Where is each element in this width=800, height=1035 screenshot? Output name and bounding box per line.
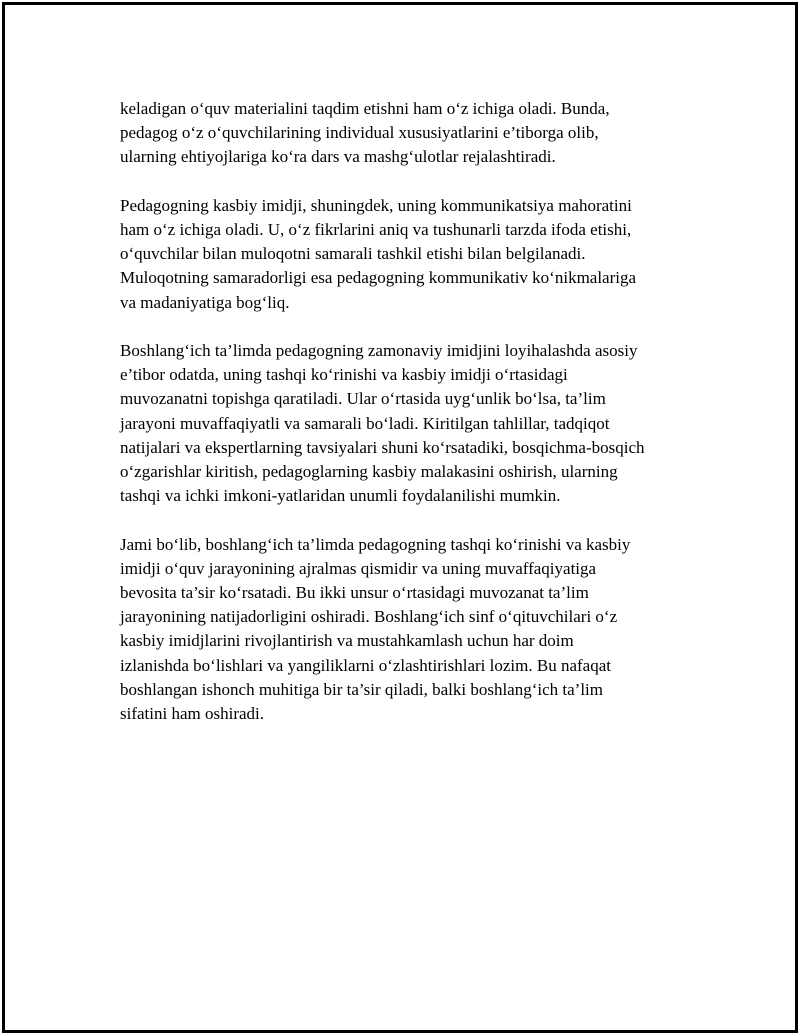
text-line: jarayonining natijadorligini oshiradi. Boshlang‘ich sinf o‘qituvchilari o‘z [120,607,618,627]
text-line: imidji o‘quv jarayonining ajralmas qismidir va uning muvaffaqiyatiga [120,558,597,578]
text-line: o‘quvchilar bilan muloqotni samarali tashkil etishi bilan belgilanadi. [120,244,586,264]
text-line: keladigan o‘quv materialini taqdim etishni ham o‘z ichiga oladi. Bunda, [120,99,610,118]
text-line: Muloqotning samaradorligi esa pedagogning kommunikativ ko‘nikmalariga [120,268,637,288]
text-line: izlanishda bo‘lishlari va yangiliklarni o‘zlashtirishlari lozim. Bu nafaqat [120,655,611,675]
paragraph-1 [120,97,720,170]
text-line: pedagog o‘z o‘quvchilarining individual xususiyatlarini e’tiborga olib, [120,123,599,143]
text-line: bevosita ta’sir ko‘rsatadi. Bu ikki unsur o‘rtasidagi muvozanat ta’lim [120,583,589,603]
document-body [120,97,720,750]
text-line: jarayoni muvaffaqiyatli va samarali bo‘ladi. Kiritilgan tahlillar, tadqiqot [120,413,610,433]
paragraph-4 [120,533,720,727]
text-line: Pedagogning kasbiy imidji, shuningdek, uning kommunikatsiya mahoratini [120,195,632,215]
text-line: ularning ehtiyojlariga ko‘ra dars va mashg‘ulotlar rejalashtiradi. [120,147,556,167]
text-line: ham o‘z ichiga oladi. U, o‘z fikrlarini aniq va tushunarli tarzda ifoda etishi, [120,220,632,239]
text-line: kasbiy imidjlarini rivojlantirish va mustahkamlash uchun har doim [120,631,574,651]
text-line: boshlangan ishonch muhitiga bir ta’sir qiladi, balki boshlang‘ich ta’lim [120,679,603,699]
text-line: o‘zgarishlar kiritish, pedagoglarning kasbiy malakasini oshirish, ularning [120,462,618,482]
document-page [2,2,798,1033]
text-line: Boshlang‘ich ta’limda pedagogning zamonaviy imidjini loyihalashda asosiy [120,341,638,360]
text-line: tashqi va ichki imkoni-yatlaridan unumli foydalanilishi mumkin. [120,486,561,506]
paragraph-3 [120,339,720,508]
text-line: va madaniyatiga bog‘liq. [120,292,290,312]
text-line: e’tibor odatda, uning tashqi ko‘rinishi va kasbiy imidji o‘rtasidagi [120,365,568,385]
paragraph-2 [120,194,720,315]
text-line: Jami bo‘lib, boshlang‘ich ta’limda pedagogning tashqi ko‘rinishi va kasbiy [120,534,631,554]
text-line: natijalari va ekspertlarning tavsiyalari shuni ko‘rsatadiki, bosqichma-bosqich [120,437,645,457]
text-line: muvozanatni topishga qaratiladi. Ular o‘rtasida uyg‘unlik bo‘lsa, ta’lim [120,389,606,409]
text-line: sifatini ham oshiradi. [120,704,265,724]
